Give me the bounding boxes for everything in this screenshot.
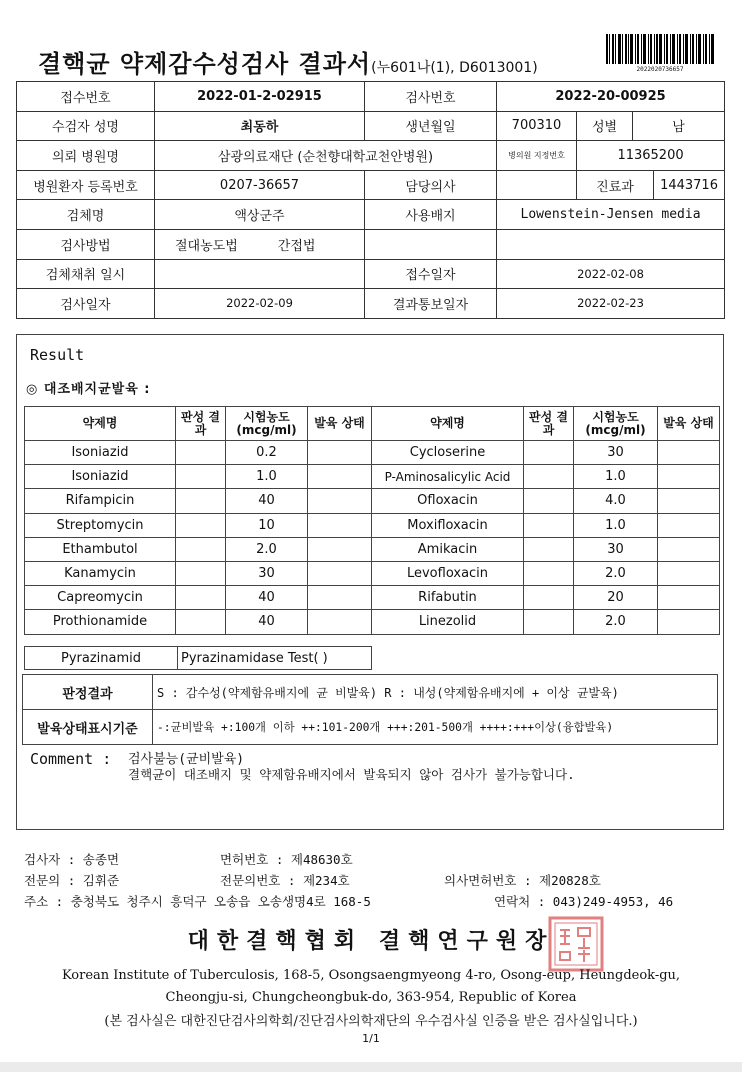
contact: 연락처 : 043)249-4953, 46: [494, 894, 674, 909]
test-no: 2022-20-00925: [497, 82, 725, 112]
pza-value: Pyrazinamidase Test( ): [178, 647, 372, 670]
drug-table: [24, 406, 720, 635]
drug-name: Ofloxacin: [372, 489, 524, 513]
doctor-label: 담당의사: [365, 170, 497, 200]
doctor-license: 의사면허번호 : 제20828호: [444, 873, 601, 888]
dept: 1443716: [654, 170, 725, 200]
name-label: 수검자 성명: [17, 111, 155, 141]
medium: Lowenstein-Jensen media: [497, 200, 725, 230]
concentration: 40: [226, 586, 308, 610]
collect-date: [155, 259, 365, 289]
doctor: [497, 170, 577, 200]
birth-label: 생년월일: [365, 111, 497, 141]
concentration: 2.0: [574, 610, 658, 634]
drug-name: Rifabutin: [372, 586, 524, 610]
judge-cell: [524, 441, 574, 465]
judge-cell: [524, 537, 574, 561]
medium-label: 사용배지: [365, 200, 497, 230]
growth-cell: [658, 561, 720, 585]
growth-cell: [658, 465, 720, 489]
judge-cell: [524, 513, 574, 537]
hospital-label: 의뢰 병원명: [17, 141, 155, 171]
patient-info-table: [16, 81, 725, 319]
growth-cell: [308, 465, 372, 489]
sex: 남: [633, 111, 725, 141]
certification-note: (본 검사실은 대한진단검사의학회/진단검사의학재단의 우수검사실 인증을 받은 검사실입니다.): [104, 1014, 638, 1029]
growth-criteria-label: 발육상태표시기준: [23, 710, 153, 745]
drug-name: Moxifloxacin: [372, 513, 524, 537]
drug-name: Rifampicin: [25, 489, 176, 513]
judge-result-label: 판정결과: [23, 675, 153, 710]
growth-cell: [308, 489, 372, 513]
concentration: 10: [226, 513, 308, 537]
table-row: [25, 610, 720, 634]
judge-cell: [176, 513, 226, 537]
table-row: [25, 561, 720, 585]
tester-license: 면허번호 : 제48630호: [220, 852, 353, 867]
header-judge-2: 판성 결과: [524, 407, 574, 441]
recv-date: 2022-02-08: [497, 259, 725, 289]
control-growth-label: ◎ 대조배지균발육 :: [26, 382, 151, 397]
test-no-label: 검사번호: [365, 82, 497, 112]
concentration: 1.0: [574, 465, 658, 489]
test-date-label: 검사일자: [17, 289, 155, 319]
concentration: 4.0: [574, 489, 658, 513]
concentration: 1.0: [226, 465, 308, 489]
drug-name: Amikacin: [372, 537, 524, 561]
comment-line-2: 결핵균이 대조배지 및 약제함유배지에서 발육되지 않아 검사가 불가능합니다.: [128, 767, 575, 782]
hospital-code: 11365200: [577, 141, 725, 171]
drug-name: Levofloxacin: [372, 561, 524, 585]
judge-cell: [524, 586, 574, 610]
growth-cell: [308, 513, 372, 537]
method-label: 검사방법: [17, 229, 155, 259]
drug-name: Capreomycin: [25, 586, 176, 610]
drug-name: Ethambutol: [25, 537, 176, 561]
judge-cell: [176, 586, 226, 610]
dept-label: 진료과: [577, 170, 654, 200]
receipt-no-label: 접수번호: [17, 82, 155, 112]
header-drug: 약제명: [25, 407, 176, 441]
judge-cell: [524, 561, 574, 585]
organization-name: 대한결핵협회 결핵연구원장: [187, 929, 555, 954]
drug-name: Isoniazid: [25, 441, 176, 465]
growth-cell: [658, 441, 720, 465]
growth-cell: [308, 586, 372, 610]
judge-cell: [524, 610, 574, 634]
growth-cell: [308, 441, 372, 465]
drug-name: Kanamycin: [25, 561, 176, 585]
birth-date: 700310: [497, 111, 577, 141]
concentration: 2.0: [574, 561, 658, 585]
growth-cell: [658, 513, 720, 537]
table-row: [25, 586, 720, 610]
tester: 검사자 : 송종면: [24, 852, 120, 867]
patient-reg-no: 0207-36657: [155, 170, 365, 200]
concentration: 30: [574, 537, 658, 561]
specialist: 전문의 : 김휘준: [24, 873, 120, 888]
growth-cell: [658, 489, 720, 513]
header-growth-2: 발육 상태: [658, 407, 720, 441]
growth-cell: [658, 537, 720, 561]
growth-cell: [658, 586, 720, 610]
specimen: 액상군주: [155, 200, 365, 230]
method-blank: [365, 229, 497, 259]
hospital-code-label: 병의원 지정번호: [497, 141, 577, 171]
criteria-table: [22, 674, 718, 745]
recv-date-label: 접수일자: [365, 259, 497, 289]
receipt-no: 2022-01-2-02915: [155, 82, 365, 112]
page-number: 1/1: [362, 1032, 380, 1045]
drug-name: Streptomycin: [25, 513, 176, 537]
judge-result-text: S : 감수성(약제함유배지에 균 비발육) R : 내성(약제함유배지에 + 이상 균발육): [153, 675, 718, 710]
concentration: 40: [226, 489, 308, 513]
english-address-line-1: Korean Institute of Tuberculosis, 168-5, Osongsaengmyeong 4-ro, Osong-eup, Heungdeok-gu,: [61, 968, 681, 983]
barcode: [606, 34, 714, 64]
concentration: 30: [226, 561, 308, 585]
method-indirect: 간접법: [277, 238, 316, 254]
growth-cell: [658, 610, 720, 634]
official-seal-icon: [548, 916, 604, 972]
method-absolute: 절대농도법: [175, 238, 238, 254]
specimen-label: 검체명: [17, 200, 155, 230]
barcode-number: 2022020736657: [636, 66, 684, 73]
concentration: 0.2: [226, 441, 308, 465]
growth-cell: [308, 537, 372, 561]
table-row: [25, 513, 720, 537]
header-growth: 발육 상태: [308, 407, 372, 441]
drug-name: Cycloserine: [372, 441, 524, 465]
test-date: 2022-02-09: [155, 289, 365, 319]
judge-cell: [176, 561, 226, 585]
growth-cell: [308, 610, 372, 634]
concentration: 1.0: [574, 513, 658, 537]
table-row: [25, 465, 720, 489]
result-title: Result: [30, 346, 85, 364]
patient-name: 최동하: [155, 111, 365, 141]
patient-reg-label: 병원환자 등록번호: [17, 170, 155, 200]
judge-cell: [176, 537, 226, 561]
header-conc: 시험농도 (mcg/ml): [226, 407, 308, 441]
table-row: [25, 489, 720, 513]
judge-cell: [524, 465, 574, 489]
header-conc-2: 시험농도 (mcg/ml): [574, 407, 658, 441]
report-subtitle: (누601나(1), D6013001): [371, 60, 538, 76]
header-drug-2: 약제명: [372, 407, 524, 441]
table-row: [25, 537, 720, 561]
specialist-license: 전문의번호 : 제234호: [220, 873, 350, 888]
english-address-line-2: Cheongju-si, Chungcheongbuk-do, 363-954, Republic of Korea: [165, 990, 577, 1005]
judge-cell: [176, 441, 226, 465]
hospital-name: 삼광의료재단 (순천향대학교천안병원): [155, 141, 497, 171]
growth-criteria-text: -:균비발육 +:100개 이하 ++:101-200개 +++:201-500개 ++++:+++이상(융합발육): [153, 710, 718, 745]
table-row: [25, 441, 720, 465]
method: [155, 229, 365, 259]
header-judge: 판성 결과: [176, 407, 226, 441]
growth-cell: [308, 561, 372, 585]
drug-name: Linezolid: [372, 610, 524, 634]
judge-cell: [524, 489, 574, 513]
concentration: 40: [226, 610, 308, 634]
comment-line-1: 검사불능(균비발육): [128, 752, 245, 767]
address: 주소 : 충청북도 청주시 흥덕구 오송읍 오송생명4로 168-5: [24, 894, 371, 909]
drug-name: Prothionamide: [25, 610, 176, 634]
judge-cell: [176, 465, 226, 489]
comment-label: Comment :: [30, 750, 112, 768]
method-blank-2: [497, 229, 725, 259]
concentration: 30: [574, 441, 658, 465]
judge-cell: [176, 610, 226, 634]
concentration: 2.0: [226, 537, 308, 561]
concentration: 20: [574, 586, 658, 610]
report-date-label: 결과통보일자: [365, 289, 497, 319]
collect-label: 검체채취 일시: [17, 259, 155, 289]
pyrazinamide-table: [24, 646, 372, 670]
report-title: 결핵균 약제감수성검사 결과서(누601나(1), D6013001): [38, 50, 538, 78]
pza-label: Pyrazinamid: [25, 647, 178, 670]
drug-name: P-Aminosalicylic Acid: [372, 465, 524, 489]
report-date: 2022-02-23: [497, 289, 725, 319]
judge-cell: [176, 489, 226, 513]
sex-label: 성별: [577, 111, 633, 141]
drug-name: Isoniazid: [25, 465, 176, 489]
